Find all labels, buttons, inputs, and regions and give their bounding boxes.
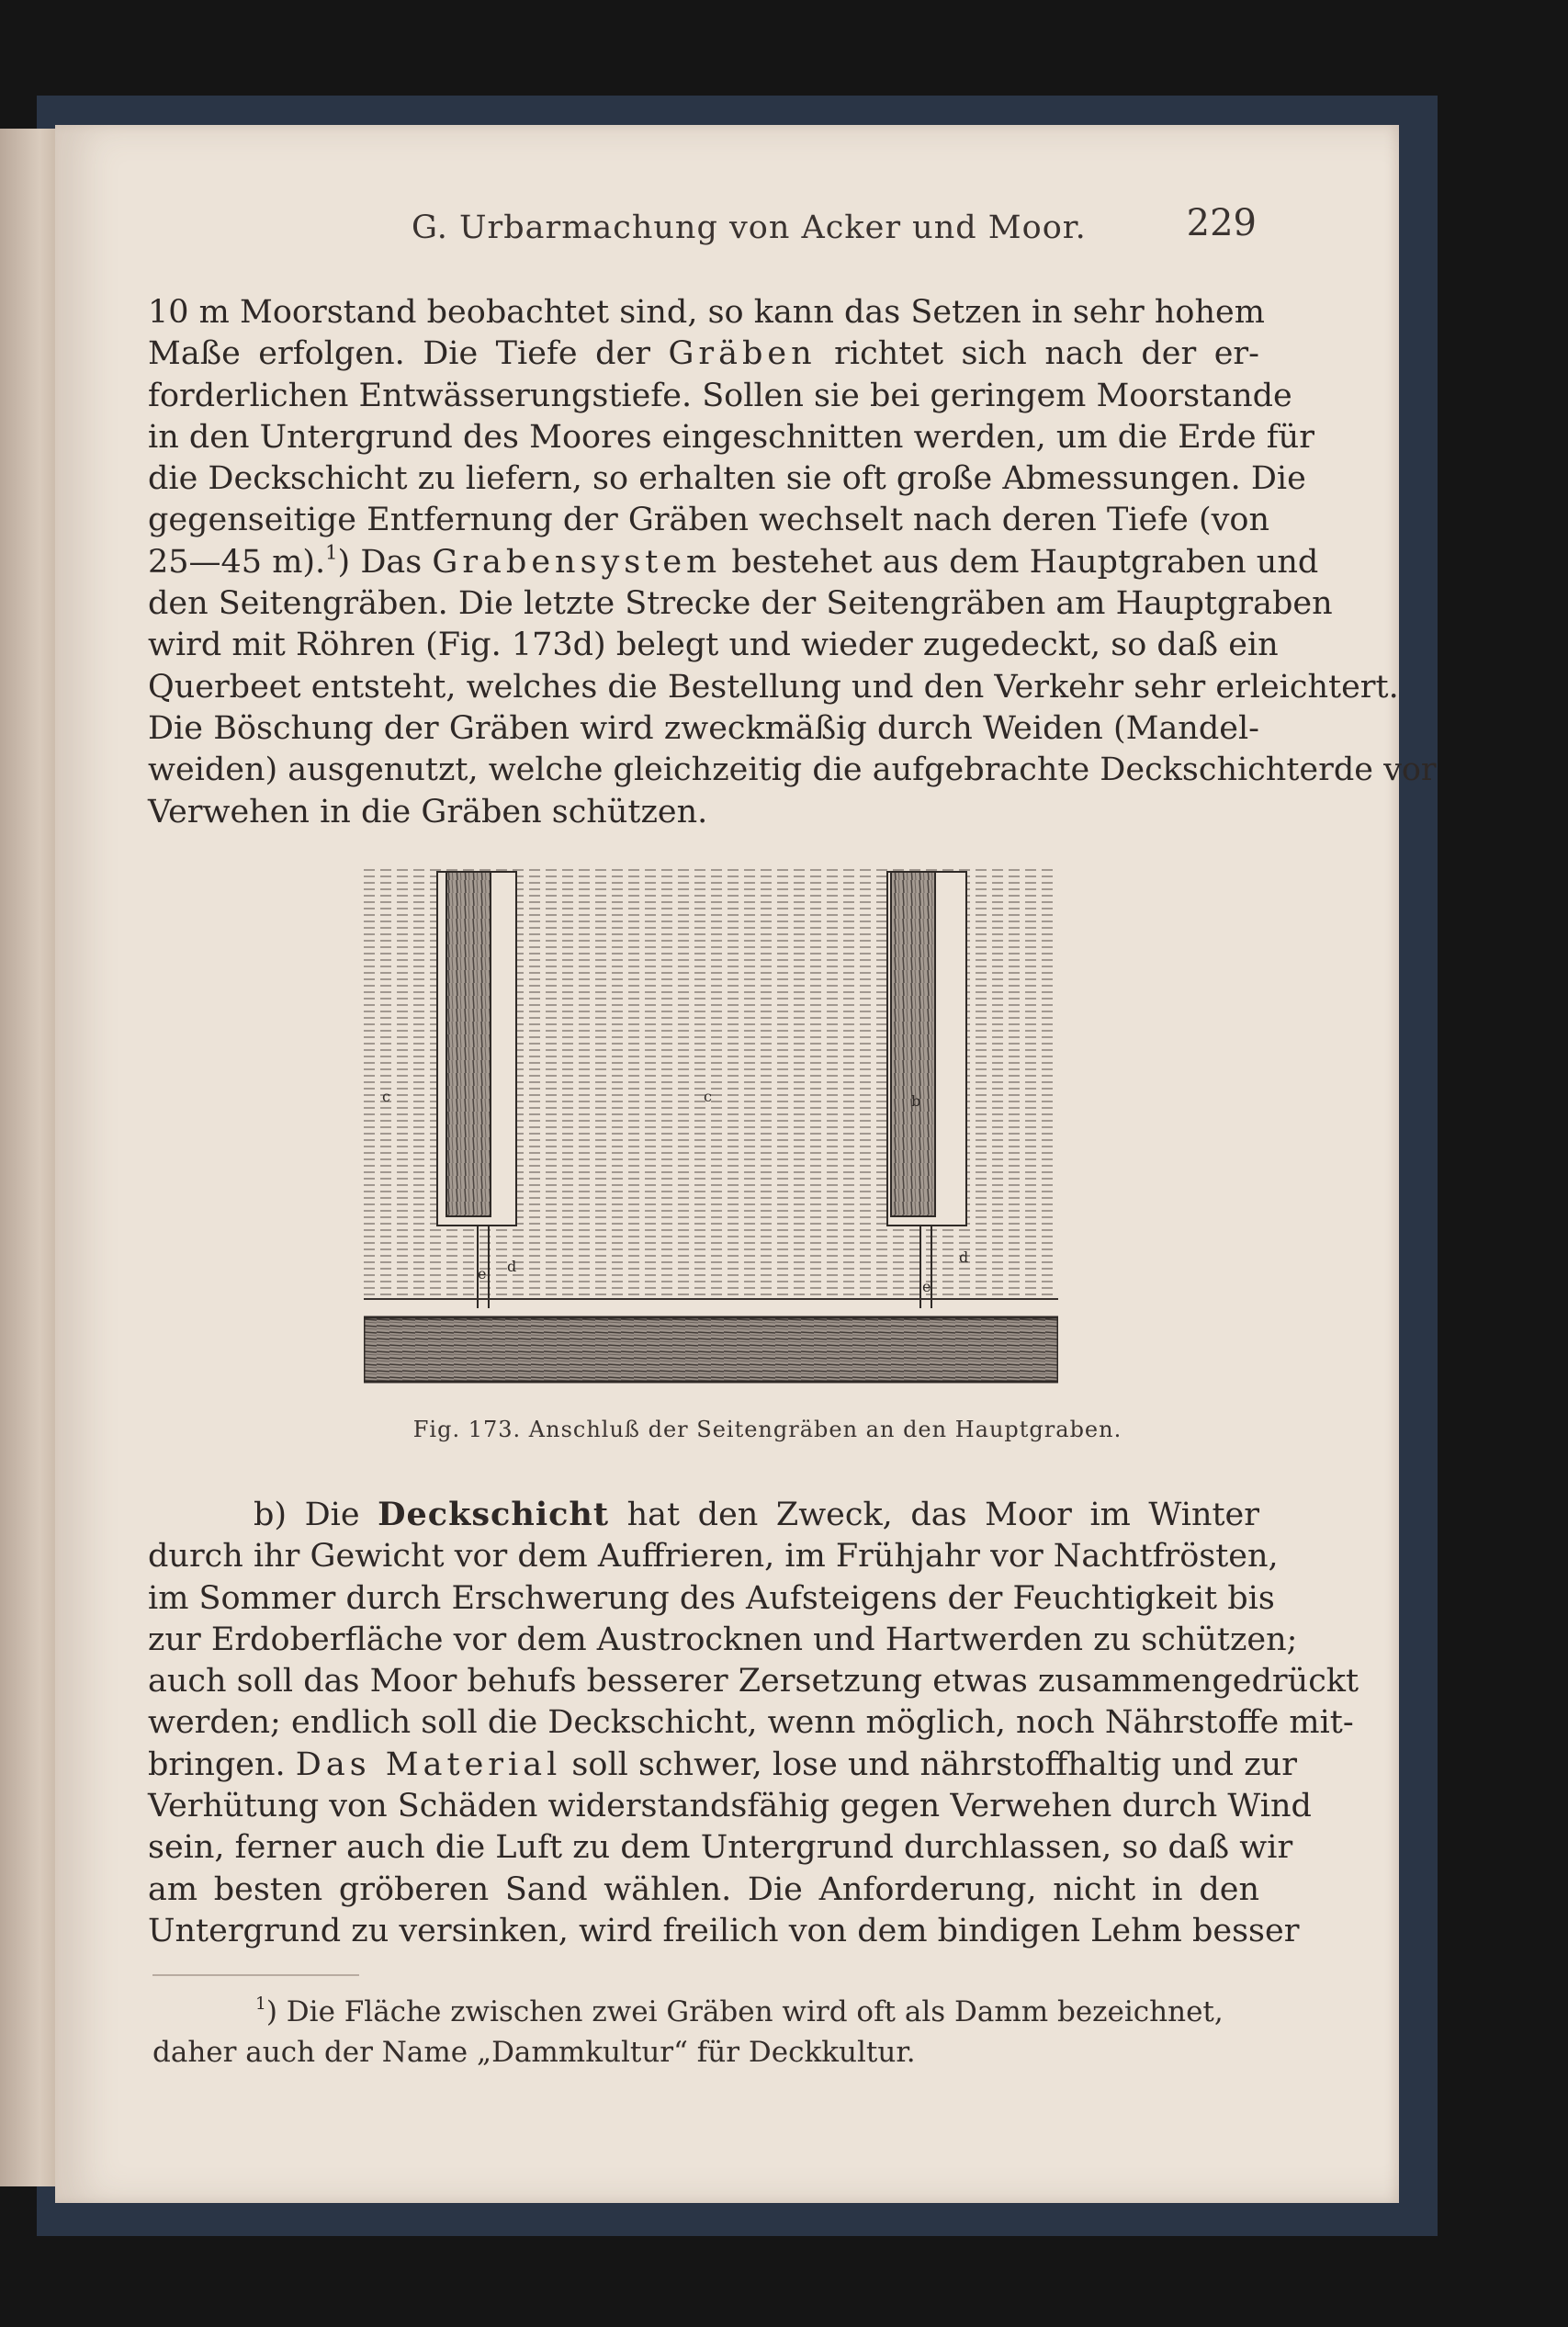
figure-label: d	[959, 1248, 969, 1266]
text-line: auch soll das Moor behufs besserer Zersetzung etwas zusammengedrückt	[148, 1663, 1359, 1700]
term-material: Das Material	[295, 1745, 562, 1783]
figure-173-illustration	[364, 867, 1058, 1391]
text-line: in den Untergrund des Moores eingeschnitten werden, um die Erde für	[148, 418, 1314, 456]
footnote-line: $^1$) Die Fläche zwischen zwei Gräben wird oft als Damm bezeichnet,	[255, 1994, 1224, 2028]
text-line: zur Erdoberfläche vor dem Austrocknen und Hartwerden zu schützen;	[148, 1621, 1298, 1658]
text-line: den Seitengräben. Die letzte Strecke der Seitengräben am Hauptgraben	[148, 585, 1333, 623]
term-grabensystem: Grabensystem	[432, 543, 722, 581]
figure-label: b	[911, 1092, 921, 1110]
text-line: die Deckschicht zu liefern, so erhalten sie oft große Abmessungen. Die	[148, 460, 1306, 498]
text-line: weiden) ausgenutzt, welche gleichzeitig die aufgebrachte Deckschichterde vor	[148, 751, 1437, 789]
text-line: im Sommer durch Erschwerung des Aufsteigens der Feuchtigkeit bis	[148, 1579, 1275, 1617]
figure-label: c	[382, 1088, 390, 1105]
main-ditch	[364, 1317, 1058, 1382]
side-ditch-left	[446, 872, 491, 1216]
figure-label: e	[478, 1265, 487, 1282]
figure-label: c	[704, 1088, 712, 1105]
footnote-rule	[152, 1974, 359, 1976]
text-line: gegenseitige Entfernung der Gräben wechselt nach deren Tiefe (von	[148, 502, 1270, 539]
facing-page-edge	[0, 129, 57, 2186]
text-line: Verwehen in die Gräben schützen.	[148, 793, 708, 830]
running-title: G. Urbarmachung von Acker und Moor.	[412, 209, 1087, 246]
term-deckschicht: Deckschicht	[378, 1496, 610, 1533]
footnote-line: daher auch der Name „Dammkultur“ für Deckkultur.	[152, 2036, 916, 2069]
paragraph-2	[148, 1494, 1359, 1952]
text-line: Verhütung von Schäden widerstandsfähig gegen Verwehen durch Wind	[148, 1788, 1312, 1825]
text-line: Die Böschung der Gräben wird zweckmäßig durch Weiden (Mandel-	[148, 709, 1259, 747]
footnote	[152, 1992, 1264, 2073]
text-line: am besten gröberen Sand wählen. Die Anforderung, nicht in den	[148, 1870, 1259, 1908]
text-line: wird mit Röhren (Fig. 173d) belegt und wieder zugedeckt, so daß ein	[148, 627, 1279, 664]
text-line: 25—45 m).$^1$) Das Grabensystem bestehet aus dem Hauptgraben und	[148, 541, 1319, 581]
figure-label: d	[507, 1258, 517, 1275]
text-line: Untergrund zu versinken, wird freilich von dem bindigen Lehm besser	[148, 1912, 1300, 1949]
text-line: durch ihr Gewicht vor dem Auffrieren, im Frühjahr vor Nachtfrösten,	[148, 1538, 1279, 1576]
text-line: forderlichen Entwässerungstiefe. Sollen sie bei geringem Moorstande	[148, 377, 1292, 414]
figure-label: e	[922, 1278, 931, 1295]
text-line: werden; endlich soll die Deckschicht, wenn möglich, noch Nährstoffe mit-	[148, 1704, 1354, 1742]
text-line: Maße erfolgen. Die Tiefe der Gräben richtet sich nach der er-	[148, 335, 1259, 373]
text-line: bringen. Das Material soll schwer, lose und nährstoffhaltig und zur	[148, 1745, 1297, 1783]
side-ditch-right	[891, 872, 935, 1216]
page-header	[412, 200, 1257, 252]
text-line: Querbeet entsteht, welches die Bestellung und den Verkehr sehr erleichtert.	[148, 668, 1399, 706]
paragraph-1	[148, 292, 1437, 833]
text-line: 10 m Moorstand beobachtet sind, so kann das Setzen in sehr hohem	[148, 294, 1265, 331]
footnote-marker: 1	[255, 1994, 266, 2014]
term-graeben: Gräben	[668, 335, 817, 373]
footnote-marker: 1	[325, 541, 338, 564]
text-line: b) Die Deckschicht hat den Zweck, das Moor im Winter	[254, 1496, 1259, 1533]
figure-caption: Fig. 173. Anschluß der Seitengräben an den Hauptgraben.	[412, 1417, 1122, 1442]
text-line: sein, ferner auch die Luft zu dem Untergrund durchlassen, so daß wir	[148, 1829, 1293, 1867]
page-number: 229	[1186, 202, 1257, 244]
